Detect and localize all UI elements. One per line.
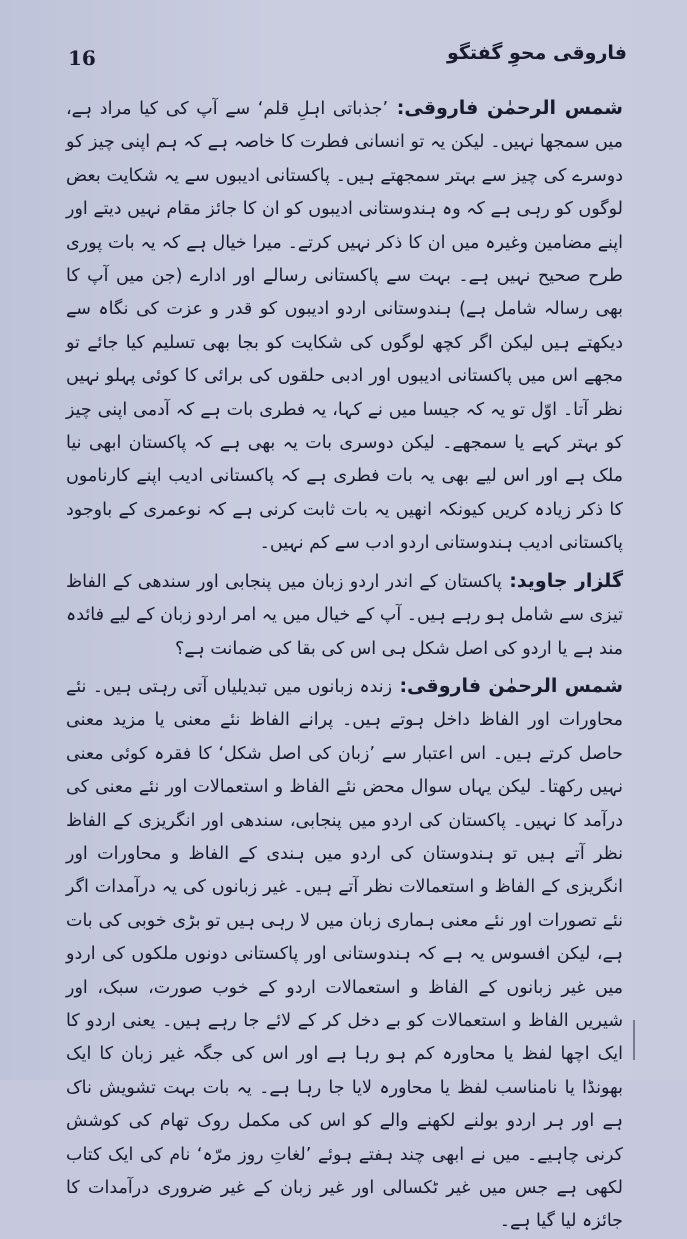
page-header [60,42,627,76]
speaker-name: شمس الرحمٰن فاروقی: [399,674,624,697]
paragraph-text: ’جذباتی اہلِ قلم‘ سے آپ کی کیا مراد ہے، میں سمجھا نہیں۔ لیکن یہ تو انسانی فطرت کا خاصہ ہے کہ ہم اپنی چیز کو دوسرے کی چیز سے بہتر سمجھتے ہیں۔ پاکستانی ادیبوں سے یہ شکایت بعض لوگوں کو رہی ہے کہ وہ ہندوستانی ادیبوں کو ان کا جائز مقام نہیں دیتے اور اپنے مضامین وغیرہ میں ان کا ذکر نہیں کرتے۔ میرا خیال ہے کہ یہ بات پوری طرح صحیح نہیں ہے۔ بہت سے پاکستانی رسالے اور ادارے (جن میں آپ کا بھی رسالہ شامل ہے) ہندوستانی اردو ادیبوں کو قدر و عزت کی نگاہ سے دیکھتے ہیں لیکن اگر کچھ لوگوں کی شکایت کو بجا بھی تسلیم کیا جائے تو مجھے اس میں پاکستانی ادیبوں اور ادبی حلقوں کی برائی کا کوئی پہلو نہیں نظر آتا۔ اوّل تو یہ کہ جیسا میں نے کہا، یہ فطری بات ہے کہ آدمی اپنی چیز کو بہتر کہے یا سمجھے۔ لیکن دوسری بات یہ بھی ہے کہ پاکستان ابھی نیا ملک ہے اور اس لیے بھی یہ بات فطری ہے کہ پاکستانی ادیب اپنے کارناموں کا ذکر زیادہ کریں کیونکہ انھیں یہ بات ثابت کرنی ہے کہ نوعمری کے باوجود پاکستانی ادیب ہندوستانی اردو ادب سے کم نہیں۔ [66,99,623,554]
speaker-name: گلزار جاوید: [509,569,623,592]
paragraph [66,670,623,1239]
running-title: فاروقی محوِ گفتگو [446,42,627,64]
paragraph [66,565,623,666]
paragraph-text: زندہ زبانوں میں تبدیلیاں آتی رہتی ہیں۔ نئے محاورات اور الفاظ داخل ہوتے ہیں۔ پرانے الفاظ نئے معنی یا مزید معنی حاصل کرتے ہیں۔ اس اعتبار سے ’زبان کی اصل شکل‘ کا فقرہ کوئی معنی نہیں رکھتا۔ لیکن یہاں سوال محض نئے الفاظ و استعمالات اور نئے معنی کی درآمد کا نہیں۔ پاکستان کی اردو میں پنجابی، سندھی اور انگریزی کے الفاظ نظر آتے ہیں تو ہندوستان کی اردو میں ہندی کے الفاظ و محاورات اور انگریزی کے الفاظ و استعمالات نظر آتے ہیں۔ غیر زبانوں کی یہ درآمدات اگر نئے تصورات اور نئے معنی ہماری زبان میں لا رہی ہیں تو بڑی خوبی کی بات ہے، لیکن افسوس یہ ہے کہ ہندوستانی اور پاکستانی دونوں ملکوں کی اردو میں غیر زبانوں کے الفاظ و استعمالات اردو کے خوب صورت، سبک، اور شیریں الفاظ و استعمالات کو بے دخل کر کے لائے جا رہے ہیں۔ یعنی اردو کا ایک اچھا لفظ یا محاورہ کم ہو رہا ہے اور اس کی جگہ غیر زبان کا ایک بھونڈا یا نامناسب لفظ یا محاورہ لایا جا رہا ہے۔ یہ بات بہت تشویش ناک ہے اور ہر اردو بولنے لکھنے والے کو اس کی مکمل روک تھام کی کوشش کرنی چاہیے۔ میں نے ابھی چند ہفتے ہوئے ’لغاتِ روز مرّہ‘ نام کی ایک کتاب لکھی ہے جس میں غیر ٹکسالی اور غیر زبان کے غیر ضروری درآمدات کا جائزہ لیا گیا ہے۔ [66,676,623,1232]
page-number: 16 [68,46,96,70]
page-edge-mark [633,1020,635,1060]
interview-text [66,92,624,1232]
paragraph-text: پاکستان کے اندر اردو زبان میں پنجابی اور سندھی کے الفاظ تیزی سے شامل ہو رہے ہیں۔ آپ کے خیال میں یہ امر اردو زبان کے لیے فائدہ مند ہے یا اردو کی اصل شکل ہی اس کی بقا کی ضمانت ہے؟ [66,571,623,659]
speaker-name: شمس الرحمٰن فاروقی: [396,97,623,119]
paragraph [66,92,623,561]
